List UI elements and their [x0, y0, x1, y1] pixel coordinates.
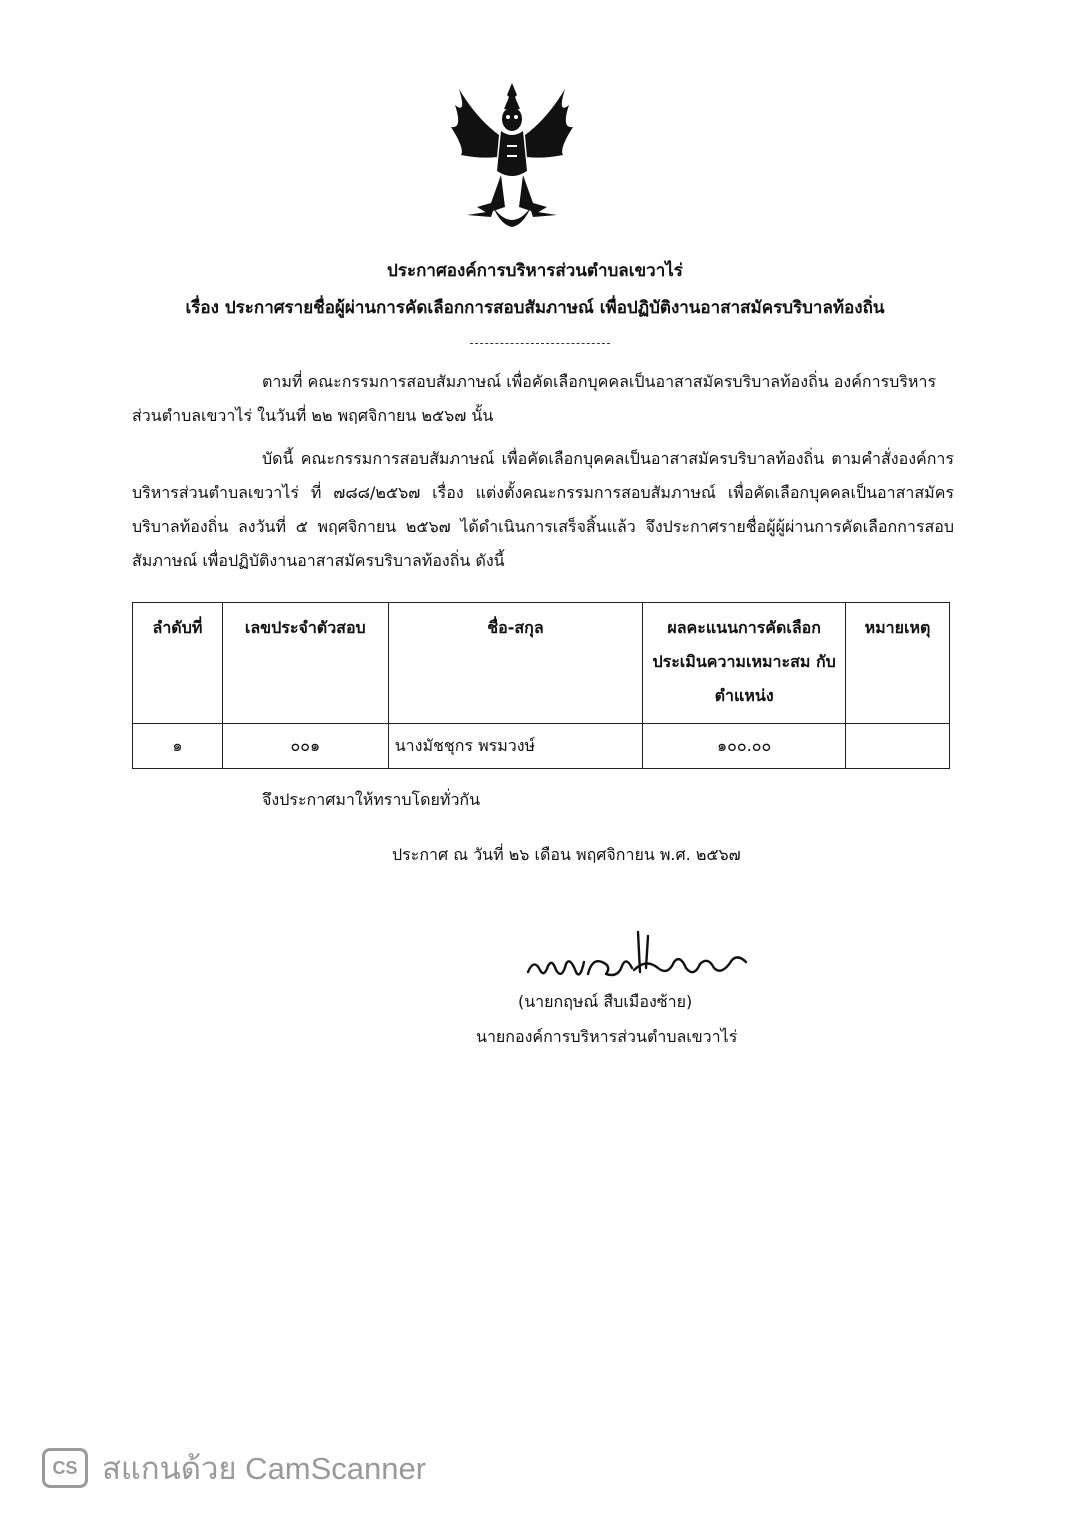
signer-position: นายกองค์การบริหารส่วนตำบลเขวาไร่ [476, 1027, 738, 1046]
camscanner-watermark [42, 1446, 426, 1490]
announcement-date: ประกาศ ณ วันที่ ๒๖ เดือน พฤศจิกายน พ.ศ. ๒๕๖๗ [392, 845, 741, 864]
table-header-row [133, 603, 950, 724]
header-exam-id: เลขประจำตัวสอบ [222, 603, 388, 724]
header-no: ลำดับที่ [133, 603, 223, 724]
watermark-text: สแกนด้วย CamScanner [102, 1451, 427, 1486]
divider [470, 343, 610, 344]
paragraph-1: ตามที่ คณะกรรมการสอบสัมภาษณ์ เพื่อคัดเลือกบุคคลเป็นอาสาสมัครบริบาลท้องถิ่น องค์การบริหารส่วนตำบลเขวาไร่ ในวันที่ ๒๒ พฤศจิกายน ๒๕๖๗ นั้น [132, 372, 937, 425]
cell-remark [846, 724, 950, 769]
signer-name: (นายกฤษณ์ สืบเมืองซ้าย) [518, 992, 693, 1011]
announcement-subject: เรื่อง ประกาศรายชื่อผู้ผ่านการคัดเลือกการสอบสัมภาษณ์ เพื่อปฏิบัติงานอาสาสมัครบริบาลท้องถิ่น [185, 298, 885, 318]
cell-score: ๑๐๐.๐๐ [643, 724, 846, 769]
closing-text: จึงประกาศมาให้ทราบโดยทั่วกัน [262, 790, 481, 809]
cell-exam-id: ๐๐๑ [222, 724, 388, 769]
header-score: ผลคะแนนการคัดเลือก ประเมินความเหมาะสม กับตำแหน่ง [643, 603, 846, 724]
table-row [133, 724, 950, 769]
paragraph-2: บัดนี้ คณะกรรมการสอบสัมภาษณ์ เพื่อคัดเลือกบุคคลเป็นอาสาสมัครบริบาลท้องถิ่น ตามคำสั่งองค์การบริหารส่วนตำบลเขวาไร่ ที่ ๗๘๘/๒๕๖๗ เรื่อง แต่งตั้งคณะกรรมการสอบสัมภาษณ์ เพื่อคัดเลือกบุคคลเป็นอาสาสมัครบริบาลท้องถิ่น ลงวันที่ ๕ พฤศจิกายน ๒๕๖๗ ได้ดำเนินการเสร็จสิ้นแล้ว จึงประกาศรายชื่อผู้ผู้ผ่านการคัดเลือกการสอบสัมภาษณ์ เพื่อปฏิบัติงานอาสาสมัครบริบาลท้องถิ่น ดังนี้ [132, 449, 954, 570]
camscanner-logo-icon: CS [42, 1448, 88, 1488]
header-name: ชื่อ-สกุล [388, 603, 643, 724]
cell-name: นางมัชชุกร พรมวงษ์ [388, 724, 643, 769]
garuda-emblem-icon [447, 75, 577, 235]
announcement-title: ประกาศองค์การบริหารส่วนตำบลเขวาไร่ [387, 261, 683, 281]
cell-no: ๑ [133, 724, 223, 769]
handwritten-signature [522, 928, 752, 988]
header-remark: หมายเหตุ [846, 603, 950, 724]
results-table [132, 602, 950, 769]
